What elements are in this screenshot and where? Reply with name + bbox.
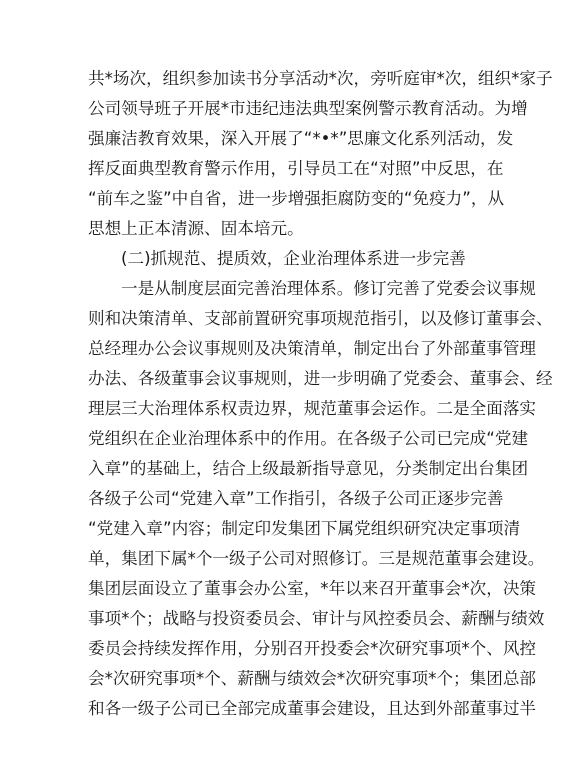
paragraph-line-13: 党组织在企业治理体系中的作用。在各级子公司已完成“党建: [88, 429, 529, 448]
section-heading: (二)抓规范、提质效，企业治理体系进一步完善: [121, 249, 466, 268]
paragraph-line-18: 集团层面设立了董事会办公室，*年以来召开董事会*次，决策: [88, 579, 537, 598]
paragraph-line-11: 办法、各级董事会议事规则，进一步明确了党委会、董事会、经: [88, 369, 553, 388]
paragraph-line-9: 则和决策清单、支部前置研究事项规范指引，以及修订董事会、: [88, 309, 553, 328]
paragraph-line-20: 委员会持续发挥作用，分别召开投委会*次研究事项*个、风控: [88, 639, 537, 658]
paragraph-line-17: 单，集团下属*个一级子公司对照修订。三是规范董事会建设。: [88, 549, 545, 568]
paragraph-line-1: 共*场次，组织参加读书分享活动*次，旁听庭审*次，组织*家子: [88, 69, 553, 88]
paragraph-line-21: 会*次研究事项*个、薪酬与绩效会*次研究事项*个；集团总部: [88, 669, 537, 688]
paragraph-line-19: 事项*个；战略与投资委员会、审计与风控委员会、薪酬与绩效: [88, 609, 545, 628]
paragraph-line-12: 理层三大治理体系权责边界，规范董事会运作。二是全面落实: [88, 399, 537, 418]
paragraph-line-16: “党建入章”内容；制定印发集团下属党组织研究决定事项清: [88, 519, 521, 538]
paragraph-line-10: 总经理办公会议事规则及决策清单，制定出台了外部董事管理: [88, 339, 537, 358]
paragraph-line-15: 各级子公司“党建入章”工作指引，各级子公司正逐步完善: [88, 489, 504, 508]
paragraph-line-4: 挥反面典型教育警示作用，引导员工在“对照”中反思，在: [88, 159, 504, 178]
paragraph-line-5: “前车之鉴”中自省，进一步增强拒腐防变的“免疫力”，从: [88, 189, 505, 208]
paragraph-line-2: 公司领导班子开展*市违纪违法典型案例警示教育活动。为增: [88, 99, 528, 118]
paragraph-line-14: 入章”的基础上，结合上级最新指导意见，分类制定出台集团: [88, 459, 529, 478]
paragraph-line-8: 一是从制度层面完善治理体系。修订完善了党委会议事规: [121, 279, 536, 298]
paragraph-line-6: 思想上正本清源、固本培元。: [88, 219, 304, 238]
paragraph-line-22: 和各一级子公司已全部完成董事会建设，且达到外部董事过半: [88, 699, 537, 718]
paragraph-line-3: 强廉洁教育效果，深入开展了“*•*”思廉文化系列活动，发: [88, 129, 514, 148]
